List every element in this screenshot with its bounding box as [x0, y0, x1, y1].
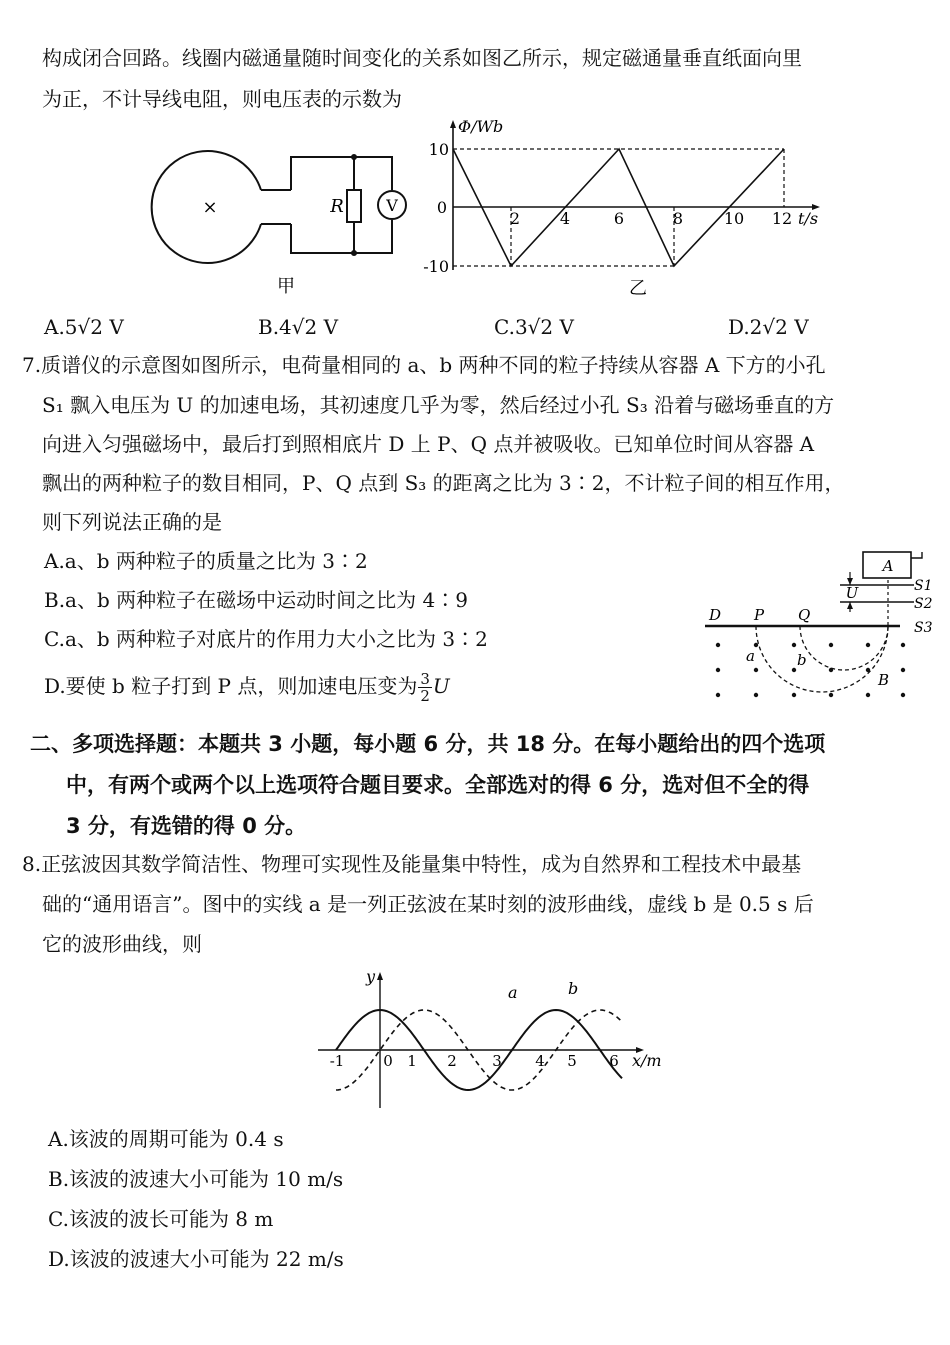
x-tick-label: 1: [407, 1052, 417, 1070]
track-a: [756, 626, 888, 692]
x-tick-label: 10: [723, 209, 745, 228]
section2-heading-line2: 中，有两个或两个以上选项符合题目要求。全部选对的得 6 分，选对但不全的得: [66, 773, 810, 797]
q8-option-d[interactable]: D.该波的波速大小可能为 22 m/s: [48, 1247, 344, 1271]
q7-option-b[interactable]: B.a、b 两种粒子在磁场中运动时间之比为 4∶9: [44, 588, 468, 612]
y-tick-label: 10: [428, 140, 449, 159]
container-label: A: [882, 557, 894, 575]
x-tick-label: 2: [447, 1052, 457, 1070]
q7-stem-line3: 向进入匀强磁场中，最后打到照相底片 D 上 P、Q 点并被吸收。已知单位时间从容器 A: [42, 432, 815, 456]
q7-option-d-prefix: D.要使 b 粒子打到 P 点，则加速电压变为: [44, 674, 418, 698]
q7-stem-line2: S₁ 飘入电压为 U 的加速电场，其初速度几乎为零，然后经过小孔 S₃ 沿着与磁场垂直的方: [42, 393, 835, 417]
resistor-label: R: [330, 196, 344, 217]
voltage-label: U: [845, 584, 859, 602]
x-tick-label: 8: [672, 209, 684, 228]
q8-stem-line1: 8.正弦波因其数学简洁性、物理可实现性及能量集中特性，成为自然界和工程技术中最基: [22, 852, 802, 876]
section2-heading-line3: 3 分，有选错的得 0 分。: [66, 814, 307, 838]
x-tick-label: 2: [509, 209, 521, 228]
q6-option-b[interactable]: B.4√2 V: [258, 315, 339, 339]
wire-bottom: [291, 220, 392, 253]
q6-option-c[interactable]: C.3√2 V: [494, 315, 574, 339]
y-axis-label: Φ/Wb: [458, 117, 504, 136]
x-tick-label: 6: [609, 1052, 619, 1070]
q8-stem-line2: 础的“通用语言”。图中的实线 a 是一列正弦波在某时刻的波形曲线，虚线 b 是 0.5 s 后: [42, 892, 814, 916]
section2-heading-line1: 二、多项选择题：本题共 3 小题，每小题 6 分，共 18 分。在每小题给出的四个选项: [30, 732, 826, 756]
q7-option-a[interactable]: A.a、b 两种粒子的质量之比为 3∶2: [44, 549, 368, 573]
hole-label: S3: [914, 620, 933, 636]
point-label: Q: [798, 606, 811, 624]
plate-label: D: [709, 606, 722, 624]
magnetic-field-dots: [716, 643, 905, 697]
fraction: $\frac{3}{2}$: [420, 670, 430, 705]
figure-wave: [300, 960, 680, 1120]
x-tick-label: 5: [567, 1052, 577, 1070]
field-label: B: [878, 671, 890, 689]
q7-option-d[interactable]: [44, 671, 450, 704]
q8-option-a[interactable]: A.该波的周期可能为 0.4 s: [48, 1127, 284, 1151]
figure-yi-label: 乙: [629, 278, 647, 299]
point-label: P: [754, 606, 765, 624]
curve-label-a: a: [508, 983, 518, 1002]
y-axis-label: y: [366, 967, 376, 986]
hole-label: S1: [914, 578, 933, 594]
figure-jia-circuit: [150, 140, 420, 300]
track-b: [800, 626, 888, 670]
q7-stem-line4: 飘出的两种粒子的数目相同，P、Q 点到 S₃ 的距离之比为 3∶2，不计粒子间的相互作用，: [42, 471, 845, 495]
q7-option-c[interactable]: C.a、b 两种粒子对底片的作用力大小之比为 3∶2: [44, 627, 488, 651]
q8-option-c[interactable]: C.该波的波长可能为 8 m: [48, 1207, 274, 1231]
q7-option-d-suffix: U: [432, 674, 450, 698]
track-label: a: [746, 647, 755, 665]
x-tick-label: 4: [559, 209, 571, 228]
x-tick-label: 12: [771, 209, 793, 228]
resistor: [347, 190, 361, 222]
x-tick-label: 3: [492, 1052, 502, 1070]
hole-label: S2: [914, 596, 933, 612]
y-tick-label: -10: [423, 257, 449, 276]
q7-stem-line1: 7.质谱仪的示意图如图所示，电荷量相同的 a、b 两种不同的粒子持续从容器 A 下方的小孔: [22, 353, 826, 377]
junction-dot: [351, 154, 357, 160]
q6-text-line1: 构成闭合回路。线圈内磁通量随时间变化的关系如图乙所示，规定磁通量垂直纸面向里: [42, 46, 802, 70]
wire-top: [291, 157, 392, 190]
junction-dot: [351, 250, 357, 256]
coil-cross-mark: ×: [202, 197, 218, 218]
x-tick-label: 6: [613, 209, 625, 228]
q7-stem-line5: 则下列说法正确的是: [42, 510, 222, 534]
x-axis-label: t/s: [798, 209, 819, 228]
track-label: b: [797, 651, 807, 669]
curve-label-b: b: [568, 979, 579, 998]
x-tick-label: 4: [535, 1052, 545, 1070]
q8-option-b[interactable]: B.该波的波速大小可能为 10 m/s: [48, 1167, 344, 1191]
x-tick-label: -1: [329, 1052, 345, 1070]
q6-text-line2: 为正，不计导线电阻，则电压表的示数为: [42, 87, 402, 111]
voltmeter-label: V: [386, 196, 398, 215]
q8-stem-line3: 它的波形曲线，则: [42, 932, 202, 956]
x-tick-label: 0: [383, 1052, 393, 1070]
q6-option-a[interactable]: A.5√2 V: [44, 315, 124, 339]
figure-jia-label: 甲: [277, 276, 295, 297]
figure-mass-spectrometer: [700, 540, 935, 715]
q6-option-d[interactable]: D.2√2 V: [728, 315, 809, 339]
x-axis-label: x/m: [632, 1051, 662, 1070]
figure-yi-flux-graph: [420, 118, 840, 303]
origin-label: 0: [436, 198, 448, 217]
